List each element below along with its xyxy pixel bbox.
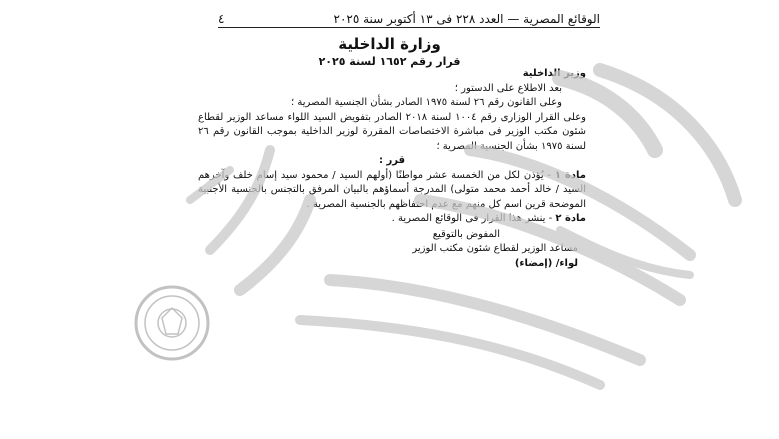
preamble-delegation-decree: وعلى القرار الوزارى رقم ١٠٠٤ لسنة ٢٠١٨ الصادر بتفويض السيد اللواء مساعد الوزير لقطاع شئون مكتب الوزير فى مباشرة الاختصاصات المقررة لوزير الداخلية بموجب القانون رقم ٢٦ لسنة ١٩٧٥ بشأن الجنسية المصرية ؛ (198, 111, 586, 152)
ministry-seal-icon (136, 287, 208, 359)
article-1-label: مادة ١ (554, 169, 586, 181)
article-1 (198, 169, 586, 213)
article-2-label: مادة ٢ (555, 213, 586, 224)
gazette-header (218, 7, 600, 28)
article-2 (198, 212, 586, 227)
signature-role: مساعد الوزير لقطاع شئون مكتب الوزير (412, 243, 578, 254)
decides-heading: قرر : (378, 155, 405, 166)
page-number: ٤ (218, 12, 225, 26)
preamble-nationality-law: وعلى القانون رقم ٢٦ لسنة ١٩٧٥ الصادر بشأن الجنسية المصرية ؛ (291, 97, 562, 108)
ministry-title: وزارة الداخلية (338, 35, 441, 53)
signature-name: لواء/ (إمضاء) (514, 257, 578, 269)
article-1-text: - يُؤذن لكل من الخمسة عشر مواطنًا (أولهم السيد / محمود سيد إسام خلف وآخرهم السيد / خالد أحمد محمد متولى) المدرجة أسماؤهم بالبيان المرفق بالتجنس بالجنسية الأجنبية الموضحة قرين اسم كل منهم مع عدم احتفاظهم بالجنسية المصرية . (198, 169, 586, 210)
decree-title: قرار رقم ١٦٥٢ لسنة ٢٠٢٥ (318, 55, 461, 68)
gazette-header-title: الوقائع المصرية — العدد ٢٢٨ فى ١٣ أكتوبر سنة ٢٠٢٥ (333, 12, 600, 26)
preamble-constitution: بعد الاطلاع على الدستور ؛ (454, 82, 562, 94)
signature-label: المفوض بالتوقيع (432, 228, 500, 240)
minister-heading: وزير الداخلية (522, 68, 586, 79)
article-2-text: - ينشر هذا القرار فى الوقائع المصرية . (391, 213, 556, 224)
decree-body (198, 67, 586, 271)
